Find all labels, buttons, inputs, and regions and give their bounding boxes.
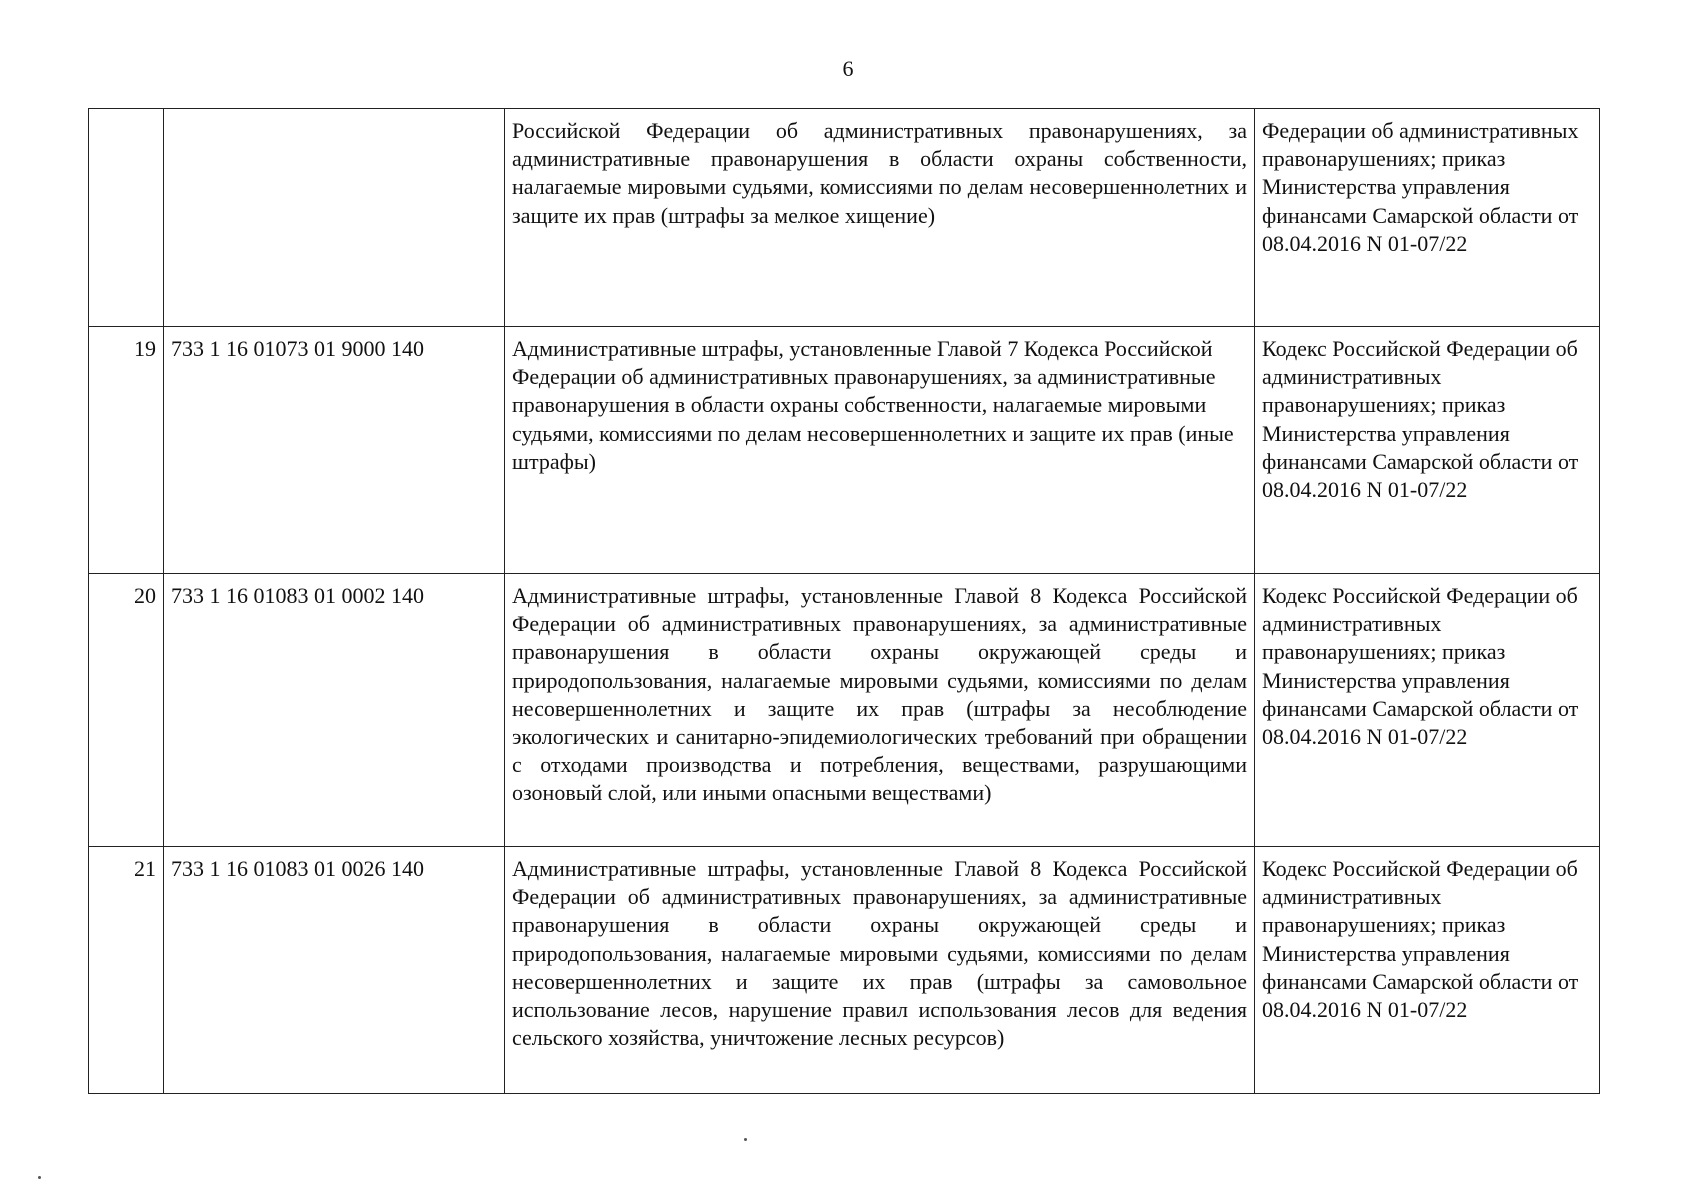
revenue-code-cell — [164, 109, 505, 327]
page-number: 6 — [842, 56, 854, 81]
legal-basis-cell: Федерации об административных правонарушениях; приказ Министерства управления финансами Самарской области от 08.04.2016 N 01-07/22 — [1255, 109, 1600, 327]
revenue-code-cell: 733 1 16 01073 01 9000 140 — [164, 327, 505, 574]
table-row — [89, 847, 1600, 1094]
description-cell: Административные штрафы, установленные Главой 8 Кодекса Российской Федерации об административных правонарушениях, за административные правонарушения в области охраны окружающей среды и природопользования, налагаемые мировыми судьями, комиссиями по делам несовершеннолетних и защите их прав (штрафы за самовольное использование лесов, нарушение правил использования лесов для ведения сельского хозяйства, уничтожение лесных ресурсов) — [505, 847, 1255, 1094]
row-number-cell: 20 — [89, 574, 164, 847]
legal-basis-cell: Кодекс Российской Федерации об административных правонарушениях; приказ Министерства управления финансами Самарской области от 08.04.2016 N 01-07/22 — [1255, 327, 1600, 574]
revenue-codes-table — [88, 108, 1600, 1094]
row-number-cell: 19 — [89, 327, 164, 574]
table-row — [89, 109, 1600, 327]
description-cell: Административные штрафы, установленные Главой 8 Кодекса Российской Федерации об административных правонарушениях, за административные правонарушения в области охраны окружающей среды и природопользования, налагаемые мировыми судьями, комиссиями по делам несовершеннолетних и защите их прав (штрафы за несоблюдение экологических и санитарно-эпидемиологических требований при обращении с отходами производства и потребления, веществами, разрушающими озоновый слой, или иными опасными веществами) — [505, 574, 1255, 847]
description-cell: Российской Федерации об административных правонарушениях, за административные правонарушения в области охраны собственности, налагаемые мировыми судьями, комиссиями по делам несовершеннолетних и защите их прав (штрафы за мелкое хищение) — [505, 109, 1255, 327]
scan-speck — [744, 1138, 747, 1141]
row-number-cell — [89, 109, 164, 327]
description-cell: Административные штрафы, установленные Главой 7 Кодекса Российской Федерации об административных правонарушениях, за административные правонарушения в области охраны собственности, налагаемые мировыми судьями, комиссиями по делам несовершеннолетних и защите их прав (иные штрафы) — [505, 327, 1255, 574]
table-row — [89, 327, 1600, 574]
revenue-code-cell: 733 1 16 01083 01 0002 140 — [164, 574, 505, 847]
revenue-code-cell: 733 1 16 01083 01 0026 140 — [164, 847, 505, 1094]
legal-basis-cell: Кодекс Российской Федерации об административных правонарушениях; приказ Министерства управления финансами Самарской области от 08.04.2016 N 01-07/22 — [1255, 847, 1600, 1094]
row-number-cell: 21 — [89, 847, 164, 1094]
table-row — [89, 574, 1600, 847]
scan-speck — [38, 1176, 41, 1179]
legal-basis-cell: Кодекс Российской Федерации об административных правонарушениях; приказ Министерства управления финансами Самарской области от 08.04.2016 N 01-07/22 — [1255, 574, 1600, 847]
